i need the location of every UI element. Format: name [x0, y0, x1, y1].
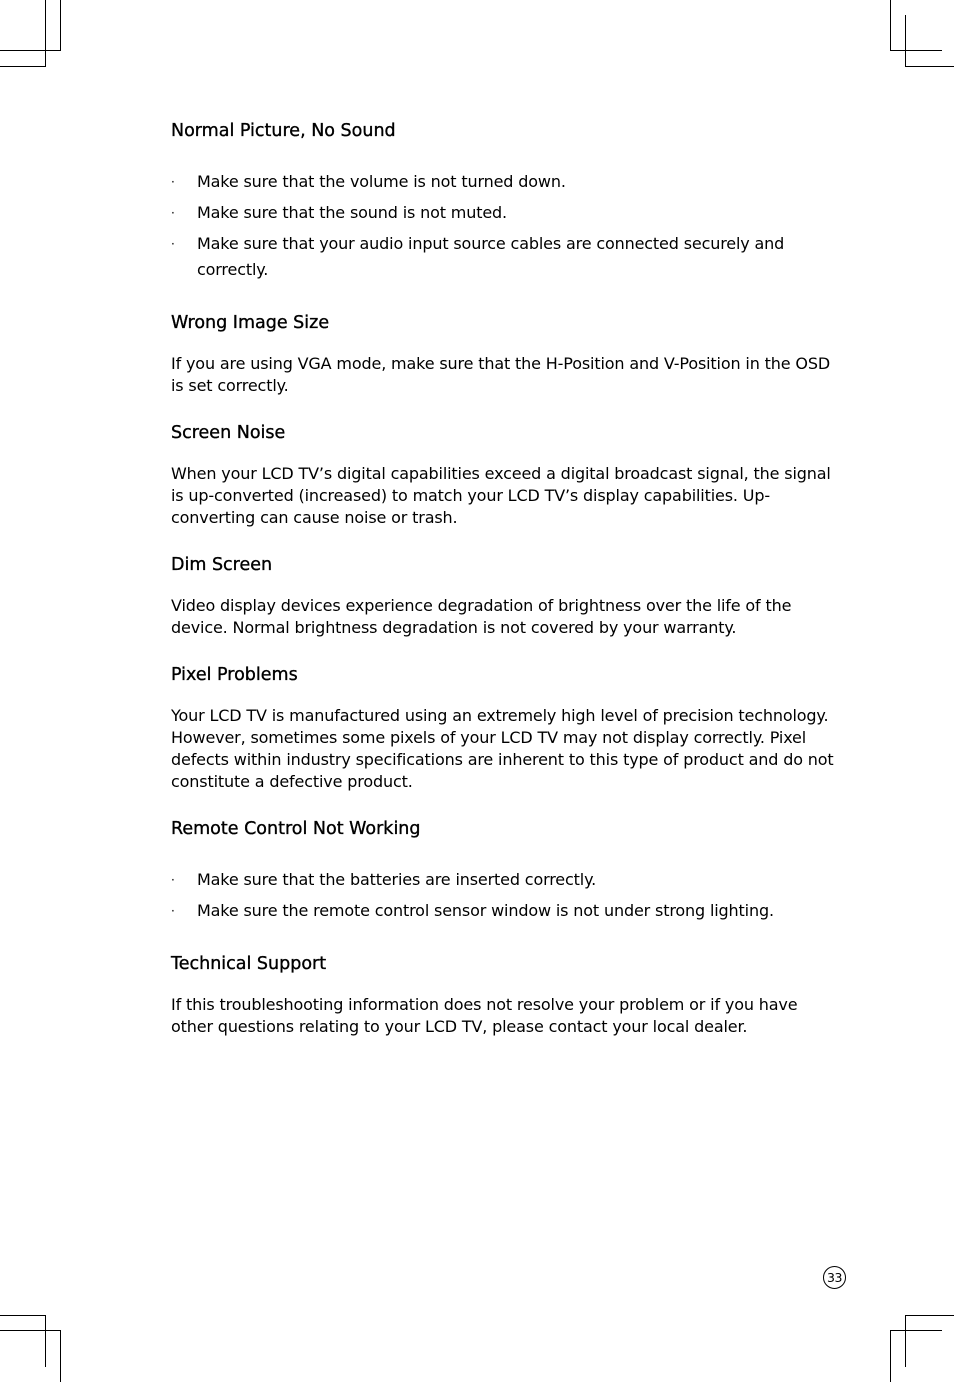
bullet-icon: · — [171, 237, 175, 251]
section-normal-picture-no-sound — [171, 118, 841, 283]
crop-mark-top-right — [890, 0, 891, 51]
section-wrong-image-size — [171, 310, 841, 397]
crop-mark-bottom-right — [905, 1315, 906, 1367]
bullet-icon: · — [171, 175, 175, 189]
crop-mark-top-right — [890, 50, 942, 51]
section-body: Video display devices experience degradation of brightness over the life of the device. Normal brightness degradation is not covered by your warranty. — [171, 596, 792, 637]
crop-mark-bottom-left — [60, 1330, 61, 1382]
bullet-icon: · — [171, 873, 175, 887]
section-heading: Normal Picture, No Sound — [171, 121, 396, 141]
section-remote-control-not-working — [171, 816, 841, 924]
list-item: · Make sure that the sound is not muted. — [171, 200, 841, 226]
crop-mark-top-left — [60, 0, 61, 51]
crop-mark-top-right — [905, 15, 906, 67]
section-heading: Dim Screen — [171, 555, 273, 575]
section-dim-screen — [171, 552, 841, 639]
list-item: · Make sure that the batteries are inserted correctly. — [171, 867, 841, 893]
section-body: If you are using VGA mode, make sure that the H-Position and V-Position in the OSD is set correctly. — [171, 354, 831, 395]
crop-mark-top-left — [45, 0, 46, 67]
crop-mark-bottom-left — [0, 1330, 61, 1331]
crop-mark-bottom-left — [0, 1315, 46, 1316]
crop-mark-bottom-right — [905, 1315, 954, 1316]
troubleshooting-content — [171, 118, 841, 1038]
section-pixel-problems — [171, 662, 841, 793]
section-body: When your LCD TV’s digital capabilities exceed a digital broadcast signal, the signal is up-converted (increased) to match your LCD TV’s display capabilities. Up-converting can cause noise or trash. — [171, 464, 831, 527]
section-heading: Technical Support — [171, 954, 327, 974]
bullet-list — [171, 169, 841, 283]
list-item: · Make sure that your audio input source cables are connected securely and correctly. — [171, 231, 841, 283]
section-technical-support — [171, 951, 841, 1038]
section-heading: Screen Noise — [171, 423, 286, 443]
section-heading: Remote Control Not Working — [171, 819, 421, 839]
section-heading: Pixel Problems — [171, 665, 298, 685]
crop-mark-bottom-right — [890, 1330, 942, 1331]
crop-mark-top-right — [905, 66, 954, 67]
crop-mark-bottom-left — [45, 1315, 46, 1367]
page-number: 33 — [823, 1266, 846, 1289]
bullet-icon: · — [171, 206, 175, 220]
crop-mark-top-left — [0, 50, 61, 51]
bullet-icon: · — [171, 904, 175, 918]
bullet-list — [171, 867, 841, 924]
list-item: · Make sure that the volume is not turned down. — [171, 169, 841, 195]
section-body: If this troubleshooting information does not resolve your problem or if you have other questions relating to your LCD TV, please contact your local dealer. — [171, 995, 798, 1036]
section-screen-noise — [171, 420, 841, 529]
crop-mark-top-left — [0, 66, 46, 67]
section-body: Your LCD TV is manufactured using an extremely high level of precision technology. However, sometimes some pixels of your LCD TV may not display correctly. Pixel defects within industry specifications are inherent to this type of product and do not constitute a defective product. — [171, 706, 834, 791]
section-heading: Wrong Image Size — [171, 313, 330, 333]
crop-mark-bottom-right — [890, 1330, 891, 1382]
list-item: · Make sure the remote control sensor window is not under strong lighting. — [171, 898, 841, 924]
